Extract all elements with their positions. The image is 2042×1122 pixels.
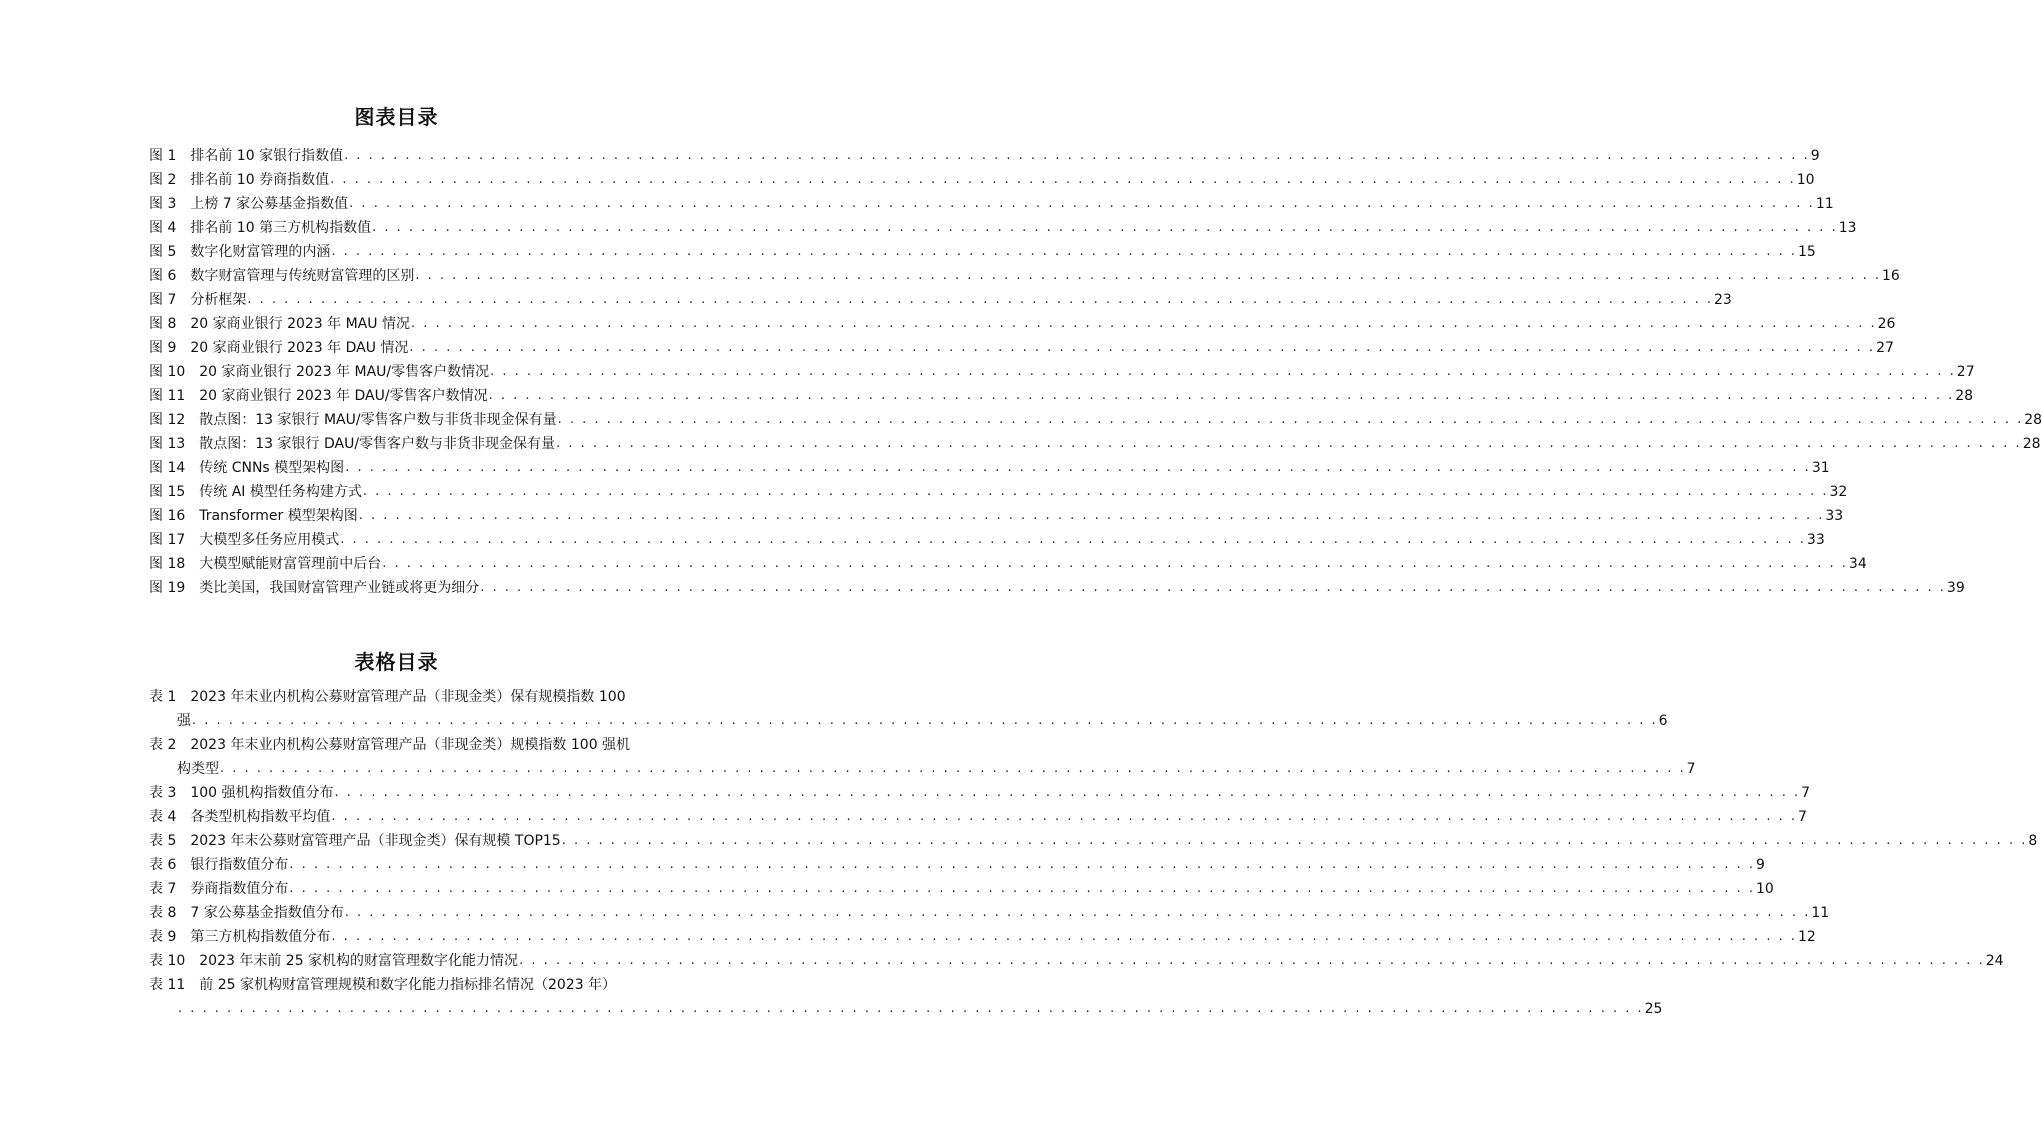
- figure-entry[interactable]: [149, 213, 1857, 237]
- dot-leader: . . . . . . . . . . . . . . . . . . . . . . . . . . . . . . . . . . . . . . . . . . . . . . . . . . . . . . . . . . . . . . . . . . . . . . . . . . . . . . . . . . . . . . . . . . . . . . . . . . . . . . . . . . . . . . . . . . . . . . . .: [557, 412, 2024, 427]
- figure-entry[interactable]: [149, 573, 1965, 597]
- table-entry[interactable]: [149, 826, 2038, 850]
- dot-leader: . . . . . . . . . . . . . . . . . . . . . . . . . . . . . . . . . . . . . . . . . . . . . . . . . . . . . . . . . . . . . . . . . . . . . . . . . . . . . . . . . . . . . . . . . . . . . . . . . . . . . . . . . . . . . . . . . . . . . . . .: [382, 556, 1848, 571]
- dot-leader: . . . . . . . . . . . . . . . . . . . . . . . . . . . . . . . . . . . . . . . . . . . . . . . . . . . . . . . . . . . . . . . . . . . . . . . . . . . . . . . . . . . . . . . . . . . . . . . . . . . . . . . . . . . . . . . . . . . . . . . .: [178, 1001, 1644, 1016]
- figure-title: 20 家商业银行 2023 年 DAU/零售客户数情况: [199, 388, 488, 404]
- table-number: 表 10: [149, 953, 186, 969]
- dot-leader: . . . . . . . . . . . . . . . . . . . . . . . . . . . . . . . . . . . . . . . . . . . . . . . . . . . . . . . . . . . . . . . . . . . . . . . . . . . . . . . . . . . . . . . . . . . . . . . . . . . . . . . . . . . . . . . . . . . . . . . .: [331, 244, 1797, 259]
- table-title: 7 家公募基金指数值分布: [190, 905, 344, 921]
- figure-number: 图 14: [149, 460, 186, 476]
- figures-list: [149, 141, 2042, 597]
- figure-title: Transformer 模型架构图: [199, 508, 358, 524]
- figure-title: 散点图：13 家银行 DAU/零售客户数与非货非现金保有量: [199, 436, 556, 452]
- figure-title: 类比美国，我国财富管理产业链或将更为细分: [199, 580, 480, 596]
- dot-leader: . . . . . . . . . . . . . . . . . . . . . . . . . . . . . . . . . . . . . . . . . . . . . . . . . . . . . . . . . . . . . . . . . . . . . . . . . . . . . . . . . . . . . . . . . . . . . . . . . . . . . . . . . . . . . . . . . . . . . . . .: [349, 196, 1815, 211]
- table-title: 2023 年末公募财富管理产品（非现金类）保有规模 TOP15: [190, 833, 561, 849]
- figure-entry[interactable]: [149, 189, 1834, 213]
- table-entry[interactable]: [149, 802, 1807, 826]
- figure-number: 图 2: [149, 172, 177, 188]
- page-number: 25: [1644, 1001, 1663, 1017]
- page-number: 16: [1882, 268, 1900, 284]
- dot-leader: . . . . . . . . . . . . . . . . . . . . . . . . . . . . . . . . . . . . . . . . . . . . . . . . . . . . . . . . . . . . . . . . . . . . . . . . . . . . . . . . . . . . . . . . . . . . . . . . . . . . . . . . . . . . . . . . . . . . . . . .: [192, 713, 1658, 728]
- page-number: 28: [2022, 436, 2041, 452]
- page-number: 33: [1825, 508, 1844, 524]
- figure-title: 排名前 10 家银行指数值: [190, 148, 344, 164]
- table-number: 表 1: [149, 689, 177, 705]
- dot-leader: . . . . . . . . . . . . . . . . . . . . . . . . . . . . . . . . . . . . . . . . . . . . . . . . . . . . . . . . . . . . . . . . . . . . . . . . . . . . . . . . . . . . . . . . . . . . . . . . . . . . . . . . . . . . . . . . . . . . . . . .: [519, 953, 1985, 968]
- figure-entry[interactable]: [149, 381, 1974, 405]
- table-title: 2023 年末前 25 家机构的财富管理数字化能力情况: [199, 953, 519, 969]
- figure-number: 图 1: [149, 148, 177, 164]
- dot-leader: . . . . . . . . . . . . . . . . . . . . . . . . . . . . . . . . . . . . . . . . . . . . . . . . . . . . . . . . . . . . . . . . . . . . . . . . . . . . . . . . . . . . . . . . . . . . . . . . . . . . . . . . . . . . . . . . . . . . . . . .: [415, 268, 1881, 283]
- dot-leader: . . . . . . . . . . . . . . . . . . . . . . . . . . . . . . . . . . . . . . . . . . . . . . . . . . . . . . . . . . . . . . . . . . . . . . . . . . . . . . . . . . . . . . . . . . . . . . . . . . . . . . . . . . . . . . . . . . . . . . . .: [345, 460, 1811, 475]
- table-title: 银行指数值分布: [190, 857, 289, 873]
- figure-number: 图 9: [149, 340, 177, 356]
- figure-entry[interactable]: [149, 285, 1732, 309]
- dot-leader: . . . . . . . . . . . . . . . . . . . . . . . . . . . . . . . . . . . . . . . . . . . . . . . . . . . . . . . . . . . . . . . . . . . . . . . . . . . . . . . . . . . . . . . . . . . . . . . . . . . . . . . . . . . . . . . . . . . . . . . .: [340, 532, 1806, 547]
- figure-title: 排名前 10 券商指数值: [190, 172, 330, 188]
- table-number: 表 3: [149, 785, 177, 801]
- table-entry[interactable]: [149, 970, 649, 994]
- page-number: 33: [1806, 532, 1825, 548]
- table-title-continuation: 强: [177, 713, 191, 729]
- table-number: 表 2: [149, 737, 177, 753]
- dot-leader: . . . . . . . . . . . . . . . . . . . . . . . . . . . . . . . . . . . . . . . . . . . . . . . . . . . . . . . . . . . . . . . . . . . . . . . . . . . . . . . . . . . . . . . . . . . . . . . . . . . . . . . . . . . . . . . . . . . . . . . .: [480, 580, 1946, 595]
- page-number: 13: [1838, 220, 1857, 236]
- table-title: 2023 年末业内机构公募财富管理产品（非现金类）规模指数 100 强机: [190, 737, 631, 753]
- table-entry[interactable]: [149, 682, 649, 706]
- table-number: 表 7: [149, 881, 177, 897]
- table-title: 券商指数值分布: [190, 881, 289, 897]
- figure-number: 图 15: [149, 484, 186, 500]
- page-number: 34: [1848, 556, 1867, 572]
- dot-leader: . . . . . . . . . . . . . . . . . . . . . . . . . . . . . . . . . . . . . . . . . . . . . . . . . . . . . . . . . . . . . . . . . . . . . . . . . . . . . . . . . . . . . . . . . . . . . . . . . . . . . . . . . . . . . . . . . . . . . . . .: [330, 172, 1796, 187]
- table-entry[interactable]: [149, 922, 1816, 946]
- figure-entry[interactable]: [149, 165, 1815, 189]
- table-title-continuation: 构类型: [177, 761, 219, 777]
- figure-entry[interactable]: [149, 477, 1848, 501]
- table-entry[interactable]: [149, 778, 1811, 802]
- page-number: 32: [1829, 484, 1848, 500]
- table-title: 前 25 家机构财富管理规模和数字化能力指标排名情况（2023 年）: [199, 977, 617, 993]
- page-number: 12: [1798, 929, 1816, 945]
- table-entry[interactable]: [149, 946, 2004, 970]
- page-number: 24: [1985, 953, 2004, 969]
- figure-number: 图 7: [149, 292, 177, 308]
- dot-leader: . . . . . . . . . . . . . . . . . . . . . . . . . . . . . . . . . . . . . . . . . . . . . . . . . . . . . . . . . . . . . . . . . . . . . . . . . . . . . . . . . . . . . . . . . . . . . . . . . . . . . . . . . . . . . . . . . . . . . . . .: [561, 833, 2028, 848]
- page-number: 7: [1801, 785, 1811, 801]
- figure-entry[interactable]: [149, 141, 1820, 165]
- figure-entry[interactable]: [149, 453, 1830, 477]
- figure-entry[interactable]: [149, 333, 1894, 357]
- page-number: 27: [1956, 364, 1975, 380]
- figure-number: 图 6: [149, 268, 177, 284]
- table-number: 表 5: [149, 833, 177, 849]
- page-number: 23: [1714, 292, 1732, 308]
- dot-leader: . . . . . . . . . . . . . . . . . . . . . . . . . . . . . . . . . . . . . . . . . . . . . . . . . . . . . . . . . . . . . . . . . . . . . . . . . . . . . . . . . . . . . . . . . . . . . . . . . . . . . . . . . . . . . . . . . . . . . . . .: [362, 484, 1829, 499]
- dot-leader: . . . . . . . . . . . . . . . . . . . . . . . . . . . . . . . . . . . . . . . . . . . . . . . . . . . . . . . . . . . . . . . . . . . . . . . . . . . . . . . . . . . . . . . . . . . . . . . . . . . . . . . . . . . . . . . . . . . . . . . .: [331, 929, 1797, 944]
- page-number: 27: [1876, 340, 1894, 356]
- table-number: 表 8: [149, 905, 177, 921]
- page-number: 39: [1946, 580, 1965, 596]
- figure-number: 图 5: [149, 244, 177, 260]
- dot-leader: . . . . . . . . . . . . . . . . . . . . . . . . . . . . . . . . . . . . . . . . . . . . . . . . . . . . . . . . . . . . . . . . . . . . . . . . . . . . . . . . . . . . . . . . . . . . . . . . . . . . . . . . . . . . . . . . . . . . . . . .: [358, 508, 1825, 523]
- table-entry[interactable]: [149, 730, 649, 754]
- figure-title: 上榜 7 家公募基金指数值: [190, 196, 349, 212]
- figure-entry[interactable]: [149, 525, 1825, 549]
- page-number: 7: [1686, 761, 1696, 777]
- figure-number: 图 10: [149, 364, 186, 380]
- page-number: 10: [1756, 881, 1774, 897]
- table-number: 表 9: [149, 929, 177, 945]
- figure-entry[interactable]: [149, 501, 1844, 525]
- figure-title: 大模型多任务应用模式: [199, 532, 340, 548]
- table-title: 第三方机构指数值分布: [190, 929, 331, 945]
- figure-number: 图 16: [149, 508, 186, 524]
- page-number: 8: [2028, 833, 2038, 849]
- dot-leader: . . . . . . . . . . . . . . . . . . . . . . . . . . . . . . . . . . . . . . . . . . . . . . . . . . . . . . . . . . . . . . . . . . . . . . . . . . . . . . . . . . . . . . . . . . . . . . . . . . . . . . . . . . . . . . . . . . . . . . . .: [372, 220, 1838, 235]
- page-number: 9: [1810, 148, 1820, 164]
- page-number: 6: [1658, 713, 1668, 729]
- dot-leader: . . . . . . . . . . . . . . . . . . . . . . . . . . . . . . . . . . . . . . . . . . . . . . . . . . . . . . . . . . . . . . . . . . . . . . . . . . . . . . . . . . . . . . . . . . . . . . . . . . . . . . . . . . . . . . . . . . . . . . . .: [409, 340, 1876, 355]
- figure-number: 图 3: [149, 196, 177, 212]
- figure-title: 数字财富管理与传统财富管理的区别: [190, 268, 415, 284]
- figure-number: 图 18: [149, 556, 186, 572]
- dot-leader: . . . . . . . . . . . . . . . . . . . . . . . . . . . . . . . . . . . . . . . . . . . . . . . . . . . . . . . . . . . . . . . . . . . . . . . . . . . . . . . . . . . . . . . . . . . . . . . . . . . . . . . . . . . . . . . . . . . . . . . .: [344, 148, 1810, 163]
- dot-leader: . . . . . . . . . . . . . . . . . . . . . . . . . . . . . . . . . . . . . . . . . . . . . . . . . . . . . . . . . . . . . . . . . . . . . . . . . . . . . . . . . . . . . . . . . . . . . . . . . . . . . . . . . . . . . . . . . . . . . . . .: [490, 364, 1956, 379]
- figure-number: 图 13: [149, 436, 186, 452]
- table-number: 表 4: [149, 809, 177, 825]
- page-number: 7: [1798, 809, 1807, 825]
- table-entry[interactable]: [149, 874, 1774, 898]
- figure-entry[interactable]: [149, 549, 1867, 573]
- table-title: 100 强机构指数值分布: [190, 785, 334, 801]
- figure-title: 数字化财富管理的内涵: [190, 244, 331, 260]
- dot-leader: . . . . . . . . . . . . . . . . . . . . . . . . . . . . . . . . . . . . . . . . . . . . . . . . . . . . . . . . . . . . . . . . . . . . . . . . . . . . . . . . . . . . . . . . . . . . . . . . . . . . . . . . . . . . . . . . . . . . . . . .: [334, 785, 1801, 800]
- page-number: 10: [1796, 172, 1815, 188]
- table-entry[interactable]: [149, 850, 1765, 874]
- figure-number: 图 4: [149, 220, 177, 236]
- page-number: 31: [1811, 460, 1830, 476]
- figure-title: 20 家商业银行 2023 年 DAU 情况: [190, 340, 409, 356]
- figure-title: 散点图：13 家银行 MAU/零售客户数与非货非现金保有量: [199, 412, 557, 428]
- figure-number: 图 17: [149, 532, 186, 548]
- table-entry[interactable]: [149, 898, 1830, 922]
- table-number: 表 11: [149, 977, 186, 993]
- figure-title: 传统 CNNs 模型架构图: [199, 460, 345, 476]
- tables-heading: 表格目录: [354, 650, 439, 674]
- dot-leader: . . . . . . . . . . . . . . . . . . . . . . . . . . . . . . . . . . . . . . . . . . . . . . . . . . . . . . . . . . . . . . . . . . . . . . . . . . . . . . . . . . . . . . . . . . . . . . . . . . . . . . . . . . . . . . . . . . . . . . . .: [289, 857, 1755, 872]
- page-number: 11: [1811, 905, 1830, 921]
- figure-title: 20 家商业银行 2023 年 MAU/零售客户数情况: [199, 364, 490, 380]
- dot-leader: . . . . . . . . . . . . . . . . . . . . . . . . . . . . . . . . . . . . . . . . . . . . . . . . . . . . . . . . . . . . . . . . . . . . . . . . . . . . . . . . . . . . . . . . . . . . . . . . . . . . . . . . . . . . . . . . . . . . . . . .: [247, 292, 1713, 307]
- page-number: 26: [1877, 316, 1896, 332]
- figure-title: 传统 AI 模型任务构建方式: [199, 484, 362, 500]
- table-number: 表 6: [149, 857, 177, 873]
- table-entry-continuation[interactable]: [149, 994, 1663, 1018]
- dot-leader: . . . . . . . . . . . . . . . . . . . . . . . . . . . . . . . . . . . . . . . . . . . . . . . . . . . . . . . . . . . . . . . . . . . . . . . . . . . . . . . . . . . . . . . . . . . . . . . . . . . . . . . . . . . . . . . . . . . . . . . .: [220, 761, 1686, 776]
- figure-number: 图 19: [149, 580, 186, 596]
- figures-heading: 图表目录: [354, 105, 439, 129]
- figure-entry[interactable]: [149, 237, 1816, 261]
- dot-leader: . . . . . . . . . . . . . . . . . . . . . . . . . . . . . . . . . . . . . . . . . . . . . . . . . . . . . . . . . . . . . . . . . . . . . . . . . . . . . . . . . . . . . . . . . . . . . . . . . . . . . . . . . . . . . . . . . . . . . . . .: [410, 316, 1877, 331]
- dot-leader: . . . . . . . . . . . . . . . . . . . . . . . . . . . . . . . . . . . . . . . . . . . . . . . . . . . . . . . . . . . . . . . . . . . . . . . . . . . . . . . . . . . . . . . . . . . . . . . . . . . . . . . . . . . . . . . . . . . . . . . .: [289, 881, 1755, 896]
- dot-leader: . . . . . . . . . . . . . . . . . . . . . . . . . . . . . . . . . . . . . . . . . . . . . . . . . . . . . . . . . . . . . . . . . . . . . . . . . . . . . . . . . . . . . . . . . . . . . . . . . . . . . . . . . . . . . . . . . . . . . . . .: [556, 436, 2022, 451]
- page-number: 28: [2024, 412, 2042, 428]
- figure-entry[interactable]: [149, 261, 1900, 285]
- figure-number: 图 8: [149, 316, 177, 332]
- page-number: 9: [1756, 857, 1765, 873]
- figure-title: 20 家商业银行 2023 年 MAU 情况: [190, 316, 410, 332]
- figure-entry[interactable]: [149, 429, 2041, 453]
- table-title: 2023 年末业内机构公募财富管理产品（非现金类）保有规模指数 100: [190, 689, 626, 705]
- figure-entry[interactable]: [149, 405, 2042, 429]
- table-entry-continuation[interactable]: [149, 706, 1668, 730]
- dot-leader: . . . . . . . . . . . . . . . . . . . . . . . . . . . . . . . . . . . . . . . . . . . . . . . . . . . . . . . . . . . . . . . . . . . . . . . . . . . . . . . . . . . . . . . . . . . . . . . . . . . . . . . . . . . . . . . . . . . . . . . .: [488, 388, 1955, 403]
- tables-list: [149, 682, 2038, 1018]
- page-number: 15: [1798, 244, 1816, 260]
- table-title: 各类型机构指数平均值: [190, 809, 331, 825]
- figure-entry[interactable]: [149, 309, 1896, 333]
- figure-title: 排名前 10 第三方机构指数值: [190, 220, 372, 236]
- page-number: 11: [1815, 196, 1834, 212]
- figure-title: 大模型赋能财富管理前中后台: [199, 556, 382, 572]
- figure-title: 分析框架: [190, 292, 247, 308]
- figure-entry[interactable]: [149, 357, 1975, 381]
- figure-number: 图 11: [149, 388, 186, 404]
- dot-leader: . . . . . . . . . . . . . . . . . . . . . . . . . . . . . . . . . . . . . . . . . . . . . . . . . . . . . . . . . . . . . . . . . . . . . . . . . . . . . . . . . . . . . . . . . . . . . . . . . . . . . . . . . . . . . . . . . . . . . . . .: [331, 809, 1797, 824]
- figure-number: 图 12: [149, 412, 186, 428]
- page-number: 28: [1955, 388, 1974, 404]
- table-entry-continuation[interactable]: [149, 754, 1696, 778]
- dot-leader: . . . . . . . . . . . . . . . . . . . . . . . . . . . . . . . . . . . . . . . . . . . . . . . . . . . . . . . . . . . . . . . . . . . . . . . . . . . . . . . . . . . . . . . . . . . . . . . . . . . . . . . . . . . . . . . . . . . . . . . .: [344, 905, 1811, 920]
